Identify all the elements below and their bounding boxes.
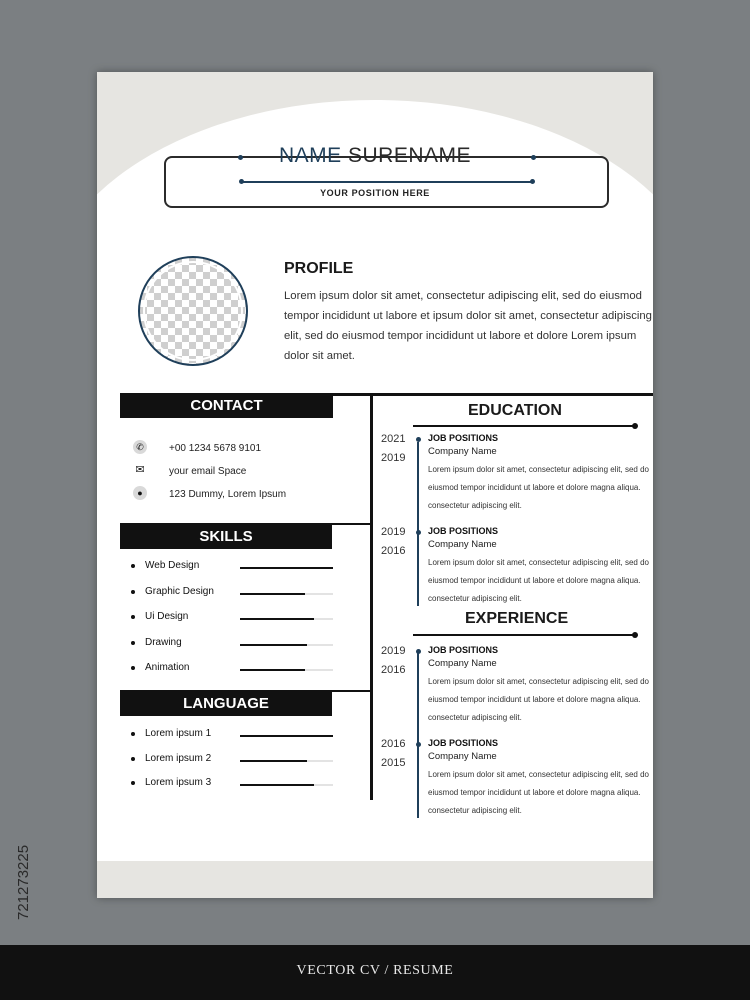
education-year-start: 2021	[381, 433, 406, 445]
education-entry	[428, 433, 653, 515]
experience-heading: EXPERIENCE	[465, 610, 569, 627]
footer-band	[97, 861, 653, 898]
profile-text: Lorem ipsum dolor sit amet, consectetur adipiscing elit, sed do eiusmod tempor incididunt ut labore et ipsum dolor sit amet, consectetur adipiscing elit, sed do eiusmod tempor incididunt ut labore et dolore Lorem ipsum dolor sit amet.	[284, 290, 652, 362]
bullet-icon	[131, 641, 135, 645]
language-level-fill	[240, 760, 307, 762]
description-line: Lorem ipsum dolor sit amet, consectetur adipiscing elit, sed do	[428, 558, 649, 567]
language-level-bar	[240, 735, 333, 737]
timeline-dot	[416, 742, 421, 747]
experience-year-start: 2019	[381, 645, 406, 657]
education-rule-dot	[632, 423, 638, 429]
experience-rule-dot	[632, 632, 638, 638]
experience-entry	[428, 738, 653, 820]
language-label: Lorem ipsum 2	[145, 752, 212, 764]
skills-heading: SKILLS	[120, 525, 332, 549]
education-year-end: 2016	[381, 545, 406, 557]
skills-level-fill	[240, 618, 314, 620]
description-line: consectetur adipiscing elit.	[428, 594, 522, 603]
company-name: Company Name	[428, 446, 497, 457]
job-title: JOB POSITIONS	[428, 738, 499, 748]
address-text: 123 Dummy, Lorem Ipsum	[169, 489, 287, 500]
education-heading: EDUCATION	[468, 402, 562, 419]
profile-heading: PROFILE	[284, 260, 354, 277]
timeline-dot	[416, 530, 421, 535]
education-entry	[428, 526, 653, 608]
description-line: eiusmod tempor incididunt ut labore et dolore magna aliqua.	[428, 483, 641, 492]
skills-label: Ui Design	[145, 611, 189, 622]
description-line: consectetur adipiscing elit.	[428, 501, 522, 510]
language-level-bar	[240, 784, 333, 786]
skills-level-bar	[240, 593, 333, 595]
underline-dot	[239, 179, 244, 184]
experience-timeline	[417, 650, 419, 818]
language-heading: LANGUAGE	[120, 692, 332, 716]
email-text: your email Space	[169, 466, 247, 477]
profile-photo-placeholder	[138, 256, 248, 366]
company-name: Company Name	[428, 539, 497, 550]
phone-icon: ✆	[133, 440, 147, 454]
job-title: JOB POSITIONS	[428, 526, 499, 536]
experience-rule	[413, 634, 635, 636]
job-title: JOB POSITIONS	[428, 433, 499, 443]
bullet-icon	[131, 732, 135, 736]
description-line: Lorem ipsum dolor sit amet, consectetur adipiscing elit, sed do	[428, 677, 649, 686]
stock-id-text: 721273225	[15, 844, 32, 920]
experience-year-end: 2016	[381, 664, 406, 676]
bullet-icon	[131, 781, 135, 785]
bullet-icon	[131, 666, 135, 670]
description-line: Lorem ipsum dolor sit amet, consectetur adipiscing elit, sed do	[428, 770, 649, 779]
timeline-dot	[416, 649, 421, 654]
first-name: NAME	[278, 144, 342, 167]
divider-vertical	[370, 393, 373, 800]
skills-level-bar	[240, 669, 333, 671]
language-level-fill	[240, 784, 314, 786]
skills-label: Web Design	[145, 560, 200, 571]
bullet-icon	[131, 615, 135, 619]
language-label: Lorem ipsum 1	[145, 728, 212, 739]
education-timeline	[417, 442, 419, 606]
job-title: JOB POSITIONS	[428, 645, 499, 655]
stock-id-watermark	[8, 770, 36, 920]
last-name: SURENAME	[348, 144, 472, 167]
mail-icon: ✉	[135, 464, 145, 476]
description-line: consectetur adipiscing elit.	[428, 713, 522, 722]
skills-label: Graphic Design	[145, 585, 214, 597]
language-level-fill	[240, 735, 333, 737]
description-line: eiusmod tempor incididunt ut labore et dolore magna aliqua.	[428, 788, 641, 797]
skills-level-fill	[240, 669, 305, 671]
skills-level-fill	[240, 567, 333, 569]
skills-label: Drawing	[145, 636, 182, 648]
company-name: Company Name	[428, 658, 497, 669]
name-underline	[242, 181, 532, 183]
skills-level-fill	[240, 644, 307, 646]
bullet-icon	[131, 590, 135, 594]
frame-dot	[531, 155, 536, 160]
education-rule	[413, 425, 635, 427]
contact-heading: CONTACT	[120, 394, 333, 418]
skills-level-bar	[240, 567, 333, 569]
description-line: Lorem ipsum dolor sit amet, consectetur adipiscing elit, sed do	[428, 465, 649, 474]
company-name: Company Name	[428, 751, 497, 762]
description-line: consectetur adipiscing elit.	[428, 806, 522, 815]
skills-label: Animation	[145, 662, 190, 673]
timeline-dot	[416, 437, 421, 442]
experience-year-end: 2015	[381, 757, 406, 769]
phone-text: +00 1234 5678 9101	[169, 443, 262, 454]
experience-entry	[428, 645, 653, 727]
education-year-end: 2019	[381, 452, 406, 464]
education-year-start: 2019	[381, 526, 406, 538]
language-level-bar	[240, 760, 333, 762]
skills-level-bar	[240, 618, 333, 620]
frame-dot	[238, 155, 243, 160]
bullet-icon	[131, 757, 135, 761]
description-line: eiusmod tempor incididunt ut labore et dolore magna aliqua.	[428, 695, 641, 704]
skills-level-fill	[240, 593, 305, 595]
resume-page	[97, 72, 653, 898]
position-title: YOUR POSITION HERE	[320, 188, 430, 198]
bullet-icon	[131, 564, 135, 568]
name-title	[97, 144, 653, 168]
skills-level-bar	[240, 644, 333, 646]
underline-dot	[530, 179, 535, 184]
description-line: eiusmod tempor incididunt ut labore et dolore magna aliqua.	[428, 576, 641, 585]
footer-caption: VECTOR CV / RESUME	[296, 963, 454, 978]
experience-year-start: 2016	[381, 738, 406, 750]
location-pin-icon: ●	[133, 486, 147, 500]
language-label: Lorem ipsum 3	[145, 777, 212, 788]
